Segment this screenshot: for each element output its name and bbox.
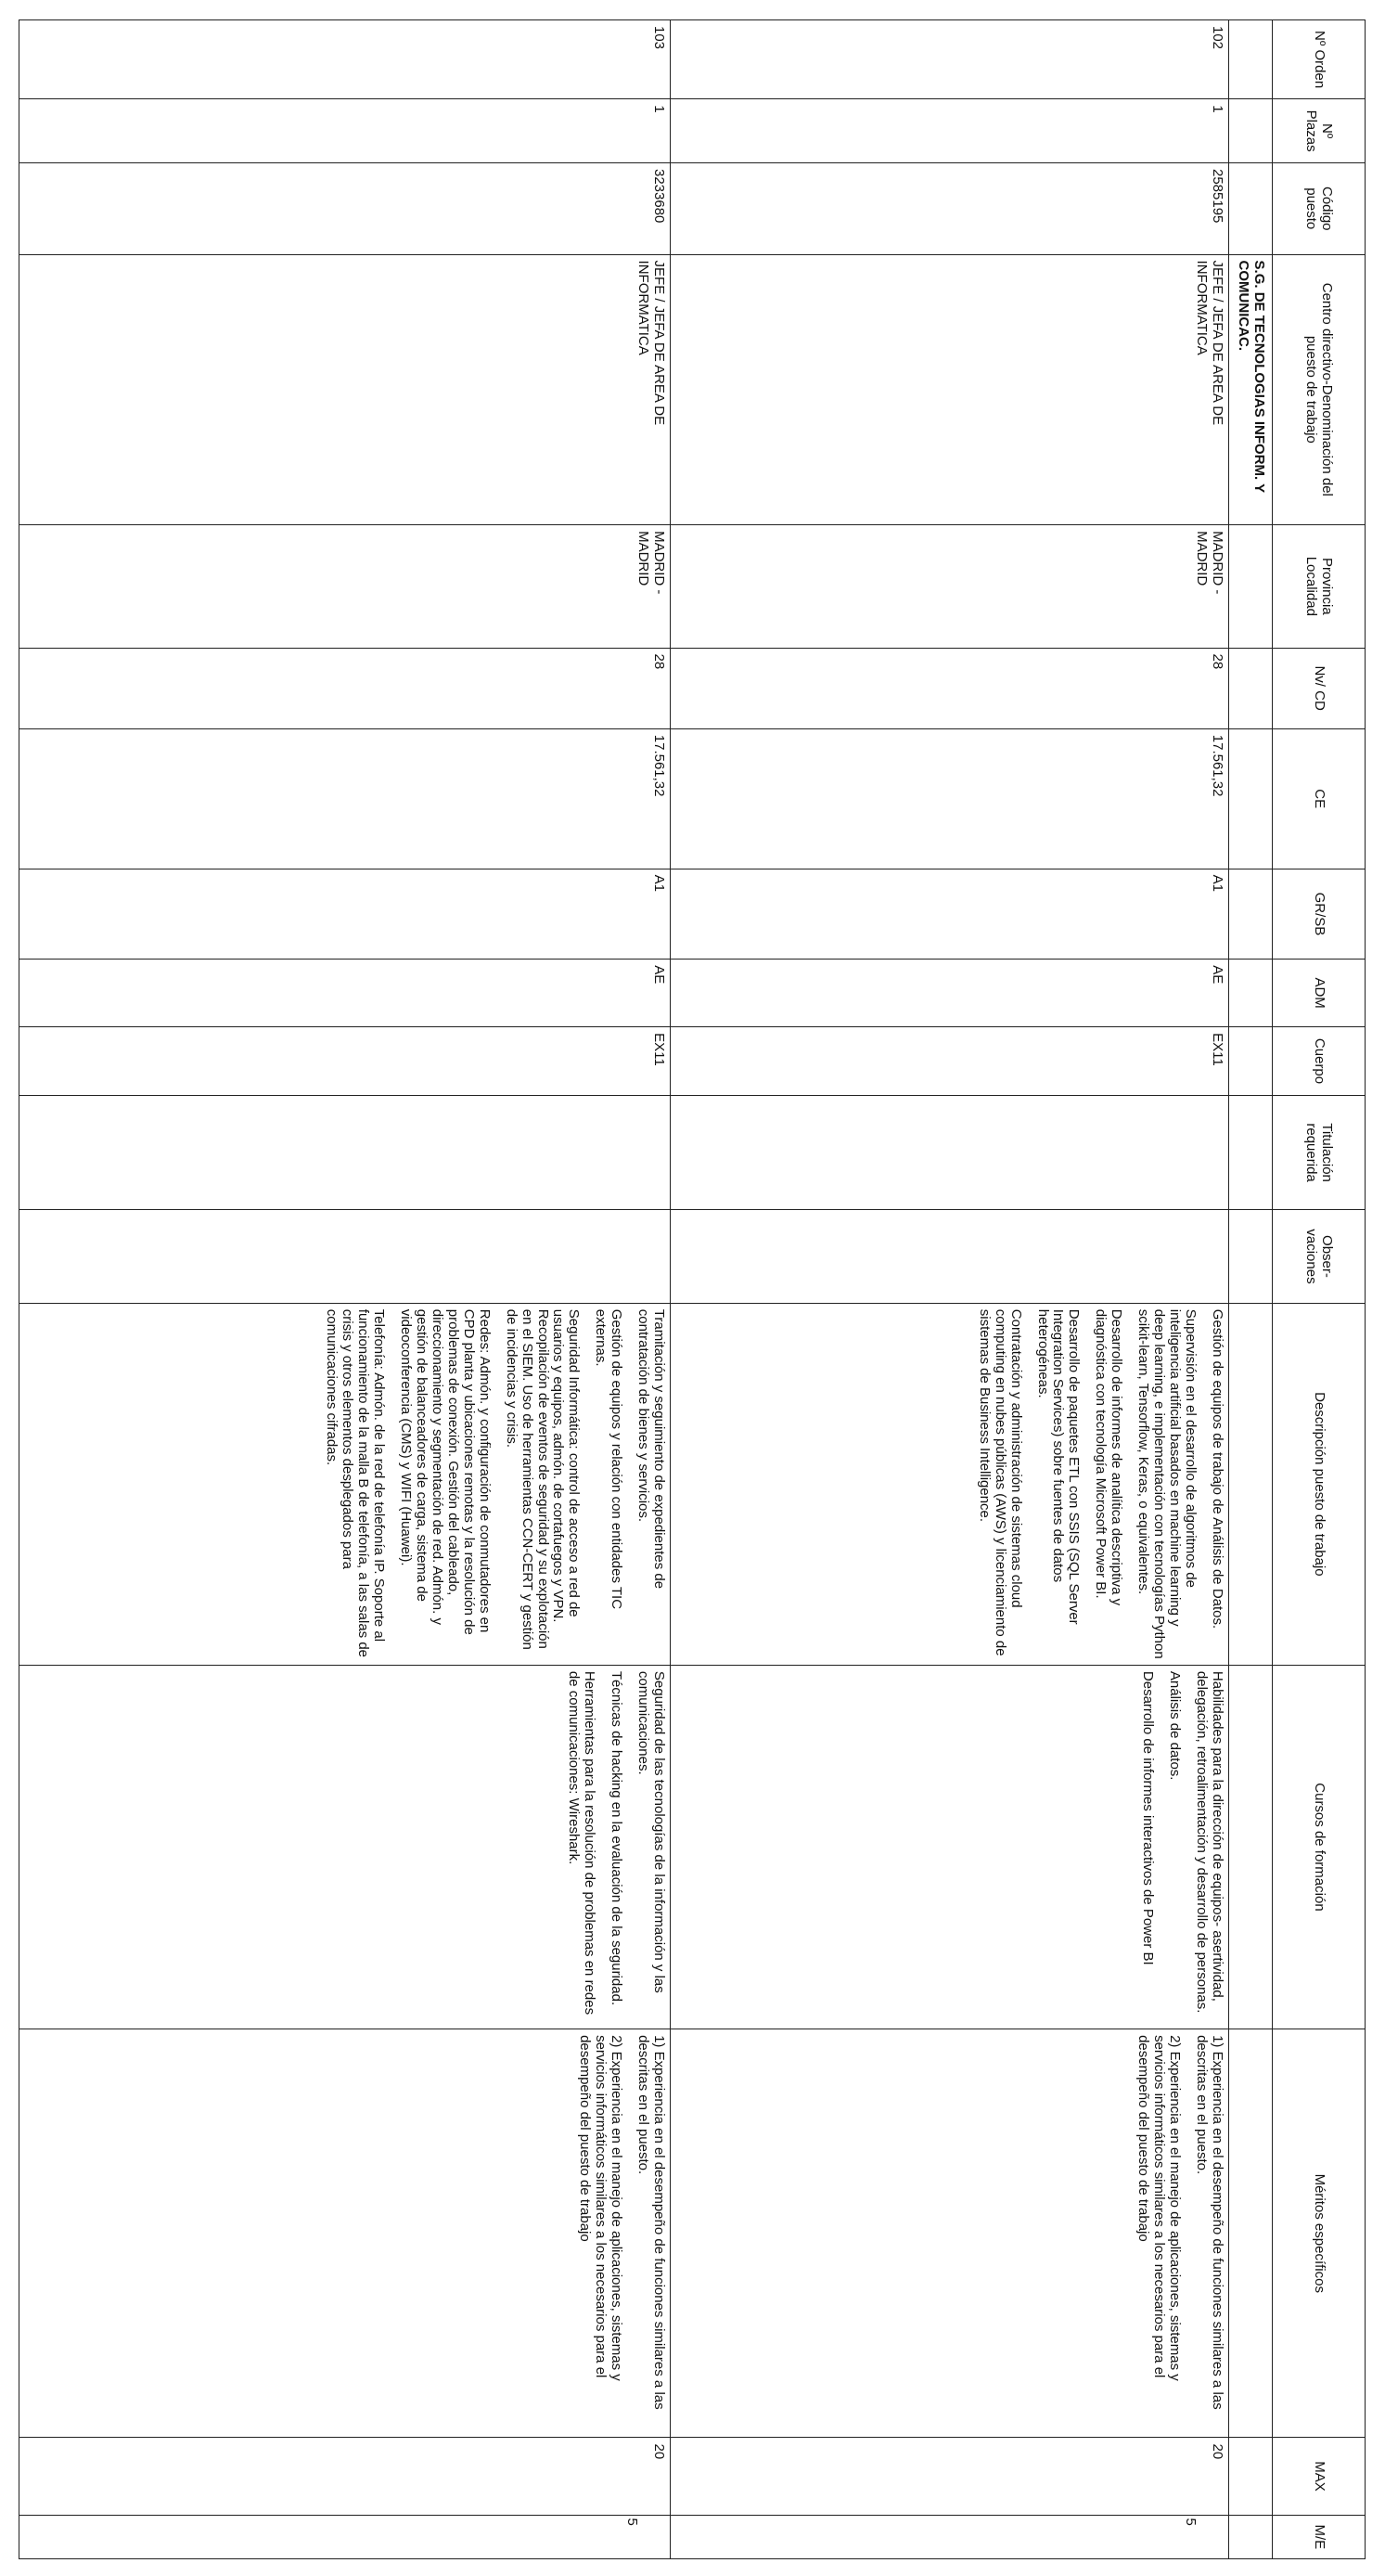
section-cell-adm [1228, 960, 1272, 1027]
cell-max [19, 2438, 671, 2526]
cursos-paragraph: Desarrollo de informes interactivos de Power BI [1140, 1670, 1157, 1965]
cell-provincia: MADRID - MADRID [671, 525, 1229, 648]
cell-cuerpo: EX11 [19, 1027, 671, 1096]
meritos-paragraph: 2) Experiencia en el manejo de aplicaciones, sistemas y servicios informáticos similares a los necesarios para el desempeño del puesto de trabajo [1135, 2035, 1184, 2381]
section-unit-name: S.G. DE TECNOLOGIAS INFORM. Y COMUNICAC. [1228, 254, 1272, 525]
section-cell-ce [1228, 728, 1272, 869]
cell-provincia: MADRID - MADRID [19, 525, 671, 648]
cell-adm: AE [19, 960, 671, 1027]
header-me: M/E [1273, 2515, 1366, 2558]
header-grupo: GR/SB [1273, 869, 1366, 960]
descripcion-paragraph: Telefonía: Admón. de la red de telefonía IP. Soporte al funcionamiento de la malla B de telefonía, a las salas de crisis y otros elementos desplegados para comunicaciones cifradas. [324, 1308, 388, 1658]
descripcion-paragraph: Gestión de equipos de trabajo de Análisis de Datos. [1209, 1308, 1225, 1629]
section-cell-max [1228, 2438, 1272, 2515]
descripcion-paragraph: Desarrollo de informes de analítica descriptiva y diagnóstica con tecnología Microsoft Power BI. [1093, 1308, 1125, 1606]
cell-cursos [671, 1665, 1229, 2029]
cell-grupo: A1 [19, 869, 671, 960]
table-row [671, 20, 1229, 2559]
cell-cursos [19, 1665, 671, 2029]
table-row [19, 20, 671, 2559]
header-cursos: Cursos de formación [1273, 1665, 1366, 2029]
section-cell-titulacion [1228, 1095, 1272, 1209]
section-cell-orden [1228, 20, 1272, 99]
table-body [19, 20, 1273, 2559]
header-plazas: Nº Plazas [1273, 99, 1366, 163]
cell-codigo: 3233680 [19, 162, 671, 254]
cell-nivel: 28 [19, 648, 671, 728]
cell-observaciones [671, 1210, 1229, 1304]
cursos-paragraph: Herramientas para la resolución de problemas en redes de comunicaciones: Wireshark. [566, 1670, 598, 2016]
header-provincia: Provincia Localidad [1273, 525, 1366, 648]
header-cuerpo: Cuerpo [1273, 1027, 1366, 1096]
header-codigo: Código puesto [1273, 162, 1366, 254]
descripcion-paragraph: Contratación y administración de sistemas cloud computing en nubes públicas (AWS) y licenciamiento de sistemas de Business Intelligence. [976, 1308, 1024, 1656]
cell-descripcion [671, 1303, 1229, 1665]
cell-cuerpo: EX11 [671, 1027, 1229, 1096]
cursos-paragraph: Técnicas de hacking en la evaluación de la seguridad. [609, 1670, 625, 2006]
header-nivel: Nv/ CD [1273, 648, 1366, 728]
descripcion-paragraph: Desarrollo de paquetes ETL con SSIS (SQL Server Integration Services) sobre fuentes de datos heterogéneas. [1034, 1308, 1083, 1625]
job-positions-table [19, 19, 1366, 2559]
cell-plazas: 1 [19, 99, 671, 163]
section-cell-observaciones [1228, 1210, 1272, 1304]
cell-grupo: A1 [671, 869, 1229, 960]
cell-max [671, 2438, 1229, 2526]
header-meritos: Méritos específicos [1273, 2029, 1366, 2438]
section-row [1228, 20, 1272, 2559]
max-points: 20 [651, 2443, 668, 2460]
cursos-paragraph: Seguridad de las tecnologías de la información y las comunicaciones. [635, 1670, 668, 1993]
meritos-paragraph: 1) Experiencia en el desempeño de funciones similares a las descritas en el puesto. [1194, 2035, 1225, 2410]
cell-meritos [19, 2029, 671, 2438]
cell-ce: 17.561,32 [671, 728, 1229, 869]
header-ce: CE [1273, 728, 1366, 869]
max-points: 5 [1183, 2518, 1199, 2526]
cursos-paragraph: Análisis de datos. [1167, 1670, 1184, 1781]
cell-me [19, 2515, 671, 2558]
header-titulacion: Titulación requerida [1273, 1095, 1366, 1209]
header-orden: Nº Orden [1273, 20, 1366, 99]
cell-codigo: 2585195 [671, 162, 1229, 254]
section-cell-me [1228, 2515, 1272, 2558]
descripcion-paragraph: Supervisión en el desarrollo de algoritmos de inteligencia artificial basados en machine learning y deep learning, e implementación con tecnologías Python scikit-learn, Tensorflow, Keras, o equivalentes. [1135, 1308, 1199, 1659]
section-cell-meritos [1228, 2029, 1272, 2438]
cell-orden: 102 [671, 20, 1229, 99]
cursos-paragraph: Habilidades para la dirección de equipos- asertividad, delegación, retroalimentación y desarrollo de personas. [1194, 1670, 1225, 2014]
cell-meritos [671, 2029, 1229, 2438]
header-descripcion: Descripción puesto de trabajo [1273, 1303, 1366, 1665]
cell-descripcion [19, 1303, 671, 1665]
max-points: 5 [624, 2518, 641, 2526]
cell-titulacion [671, 1095, 1229, 1209]
meritos-paragraph: 1) Experiencia en el desempeño de funciones similares a las descritas en el puesto. [635, 2035, 668, 2410]
section-cell-descripcion [1228, 1303, 1272, 1665]
cell-observaciones [19, 1210, 671, 1304]
section-cell-cuerpo [1228, 1027, 1272, 1096]
cell-adm: AE [671, 960, 1229, 1027]
section-cell-provincia [1228, 525, 1272, 648]
descripcion-paragraph: Seguridad Informática: control de acceso a red de usuarios y equipos, admón. de cortafuegos y VPN. Recopilación de eventos de seguridad y su explotación en el SIEM. Uso de herramientas CCN-CERT y gestión de incidencias y crisis. [503, 1308, 583, 1650]
table-header-row [1273, 20, 1366, 2559]
header-centro: Centro directivo-Denominación del puesto de trabajo [1273, 254, 1366, 525]
section-cell-nivel [1228, 648, 1272, 728]
header-max: MAX [1273, 2438, 1366, 2515]
descripcion-paragraph: Gestión de equipos y relación con entidades TIC externas. [593, 1308, 625, 1610]
section-cell-plazas [1228, 99, 1272, 163]
cell-titulacion [19, 1095, 671, 1209]
section-cell-cursos [1228, 1665, 1272, 2029]
section-cell-codigo [1228, 162, 1272, 254]
cell-me [671, 2515, 1229, 2558]
cell-centro: JEFE / JEFA DE AREA DE INFORMATICA [671, 254, 1229, 525]
header-adm: ADM [1273, 960, 1366, 1027]
meritos-paragraph: 2) Experiencia en el manejo de aplicaciones, sistemas y servicios informáticos similares a los necesarios para el desempeño del puesto de trabajo [577, 2035, 625, 2381]
cell-nivel: 28 [671, 648, 1229, 728]
max-points: 20 [1209, 2443, 1225, 2460]
descripcion-paragraph: Redes: Admón. y configuración de conmutadores en CPD planta y ubicaciones remotas y la resolución de problemas de conexión. Gestión del cableado, direccionamiento y segmentación de red. Admón. y gestión de balanceadores de carga, sistema de videoconferencia (CMS) y WIFI (Huawei). [398, 1308, 493, 1635]
cell-ce: 17.561,32 [19, 728, 671, 869]
cell-plazas: 1 [671, 99, 1229, 163]
cell-centro: JEFE / JEFA DE AREA DE INFORMATICA [19, 254, 671, 525]
section-cell-grupo [1228, 869, 1272, 960]
header-observaciones: Obser-vaciones [1273, 1210, 1366, 1304]
cell-orden: 103 [19, 20, 671, 99]
descripcion-paragraph: Tramitación y seguimiento de expedientes de contratación de bienes y servicios. [635, 1308, 668, 1590]
